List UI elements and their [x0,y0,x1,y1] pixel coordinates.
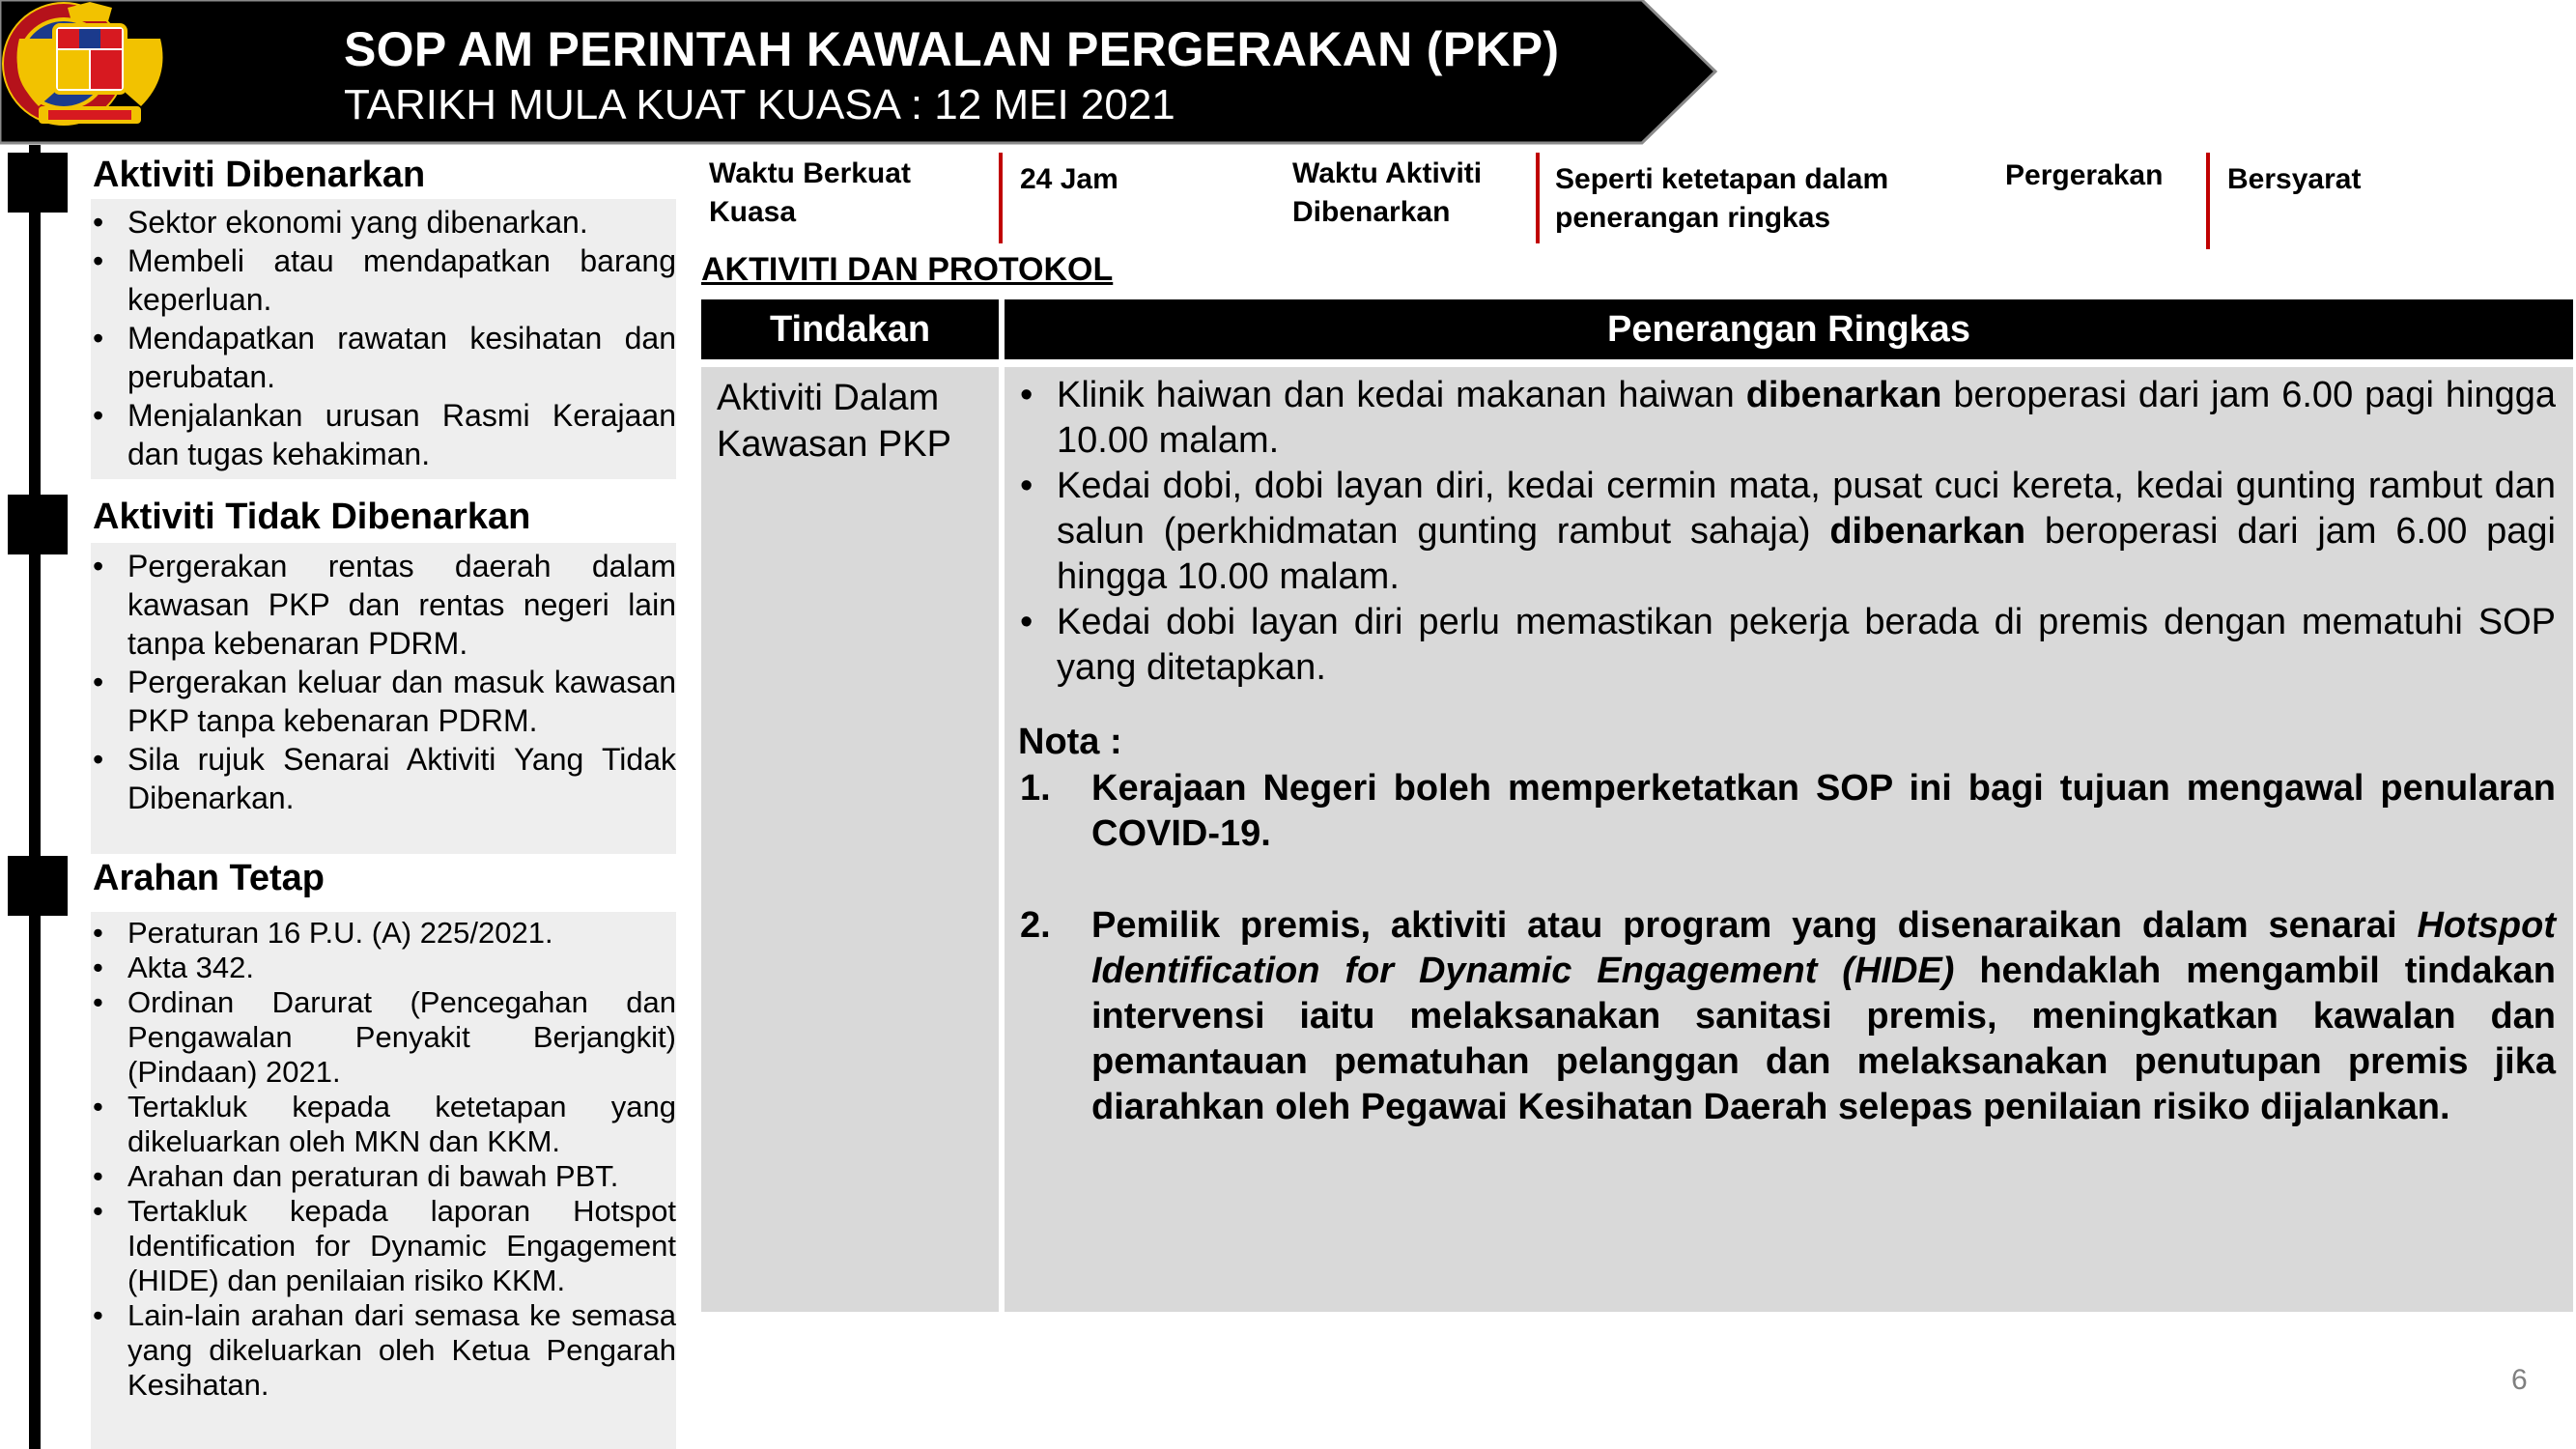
timeline-marker-tidak-dibenarkan [8,495,68,554]
nota-list [1018,766,2556,1130]
description-bullet [1018,373,2556,464]
list-item: • Tertakluk kepada ketetapan yang dikeluarkan oleh MKN dan KKM. [91,1090,676,1159]
section-heading-arahan: Arahan Tetap [93,858,326,898]
divider-red-1 [999,153,1003,243]
list-item: • Akta 342. [91,951,676,985]
nota-item [1018,903,2556,1130]
nota-text: Kerajaan Negeri boleh memperketatkan SOP ini bagi tujuan mengawal penularan COVID-19. [1091,768,2556,854]
divider-red-3 [2206,153,2210,249]
header-banner [0,0,1719,145]
page-subtitle: TARIKH MULA KUAT KUASA : 12 MEI 2021 [344,81,1175,128]
pergerakan-label: Pergerakan [2005,159,2164,191]
bullet-bold-text: dibenarkan [1829,511,2026,552]
bullet-text: Kedai dobi layan diri perlu memastikan pekerja berada di premis dengan mematuhi SOP yang ditetapkan. [1057,602,2556,688]
list-dibenarkan [91,203,676,473]
table-cell-row-label: Aktiviti Dalam Kawasan PKP [701,367,999,1312]
list-item: • Menjalankan urusan Rasmi Kerajaan dan tugas kehakiman. [91,396,676,473]
nota-number: 2. [1020,905,1051,946]
list-arahan [91,916,676,1403]
list-item: • Pergerakan keluar dan masuk kawasan PKP tanpa kebenaran PDRM. [91,663,676,740]
description-bullets [1018,373,2556,691]
bullet-bold-text: dibenarkan [1745,375,1942,415]
list-item: • Mendapatkan rawatan kesihatan dan perubatan. [91,319,676,396]
list-item: • Sektor ekonomi yang dibenarkan. [91,203,676,242]
pergerakan-value: Bersyarat [2227,163,2362,195]
waktu-aktiviti-value: Seperti ketetapan dalam penerangan ringkas [1555,163,1889,234]
waktu-berkuat-kuasa-label: Waktu Berkuat Kuasa [709,157,911,228]
divider-red-2 [1536,153,1540,243]
nota-text-tail: hendaklah mengambil tindakan intervensi iaitu melaksanakan sanitasi premis, meningkatkan kawalan dan pemantauan pematuhan pelanggan dan melaksanakan penutupan premis jika diarahkan oleh Pegawai Kesihatan Daerah selepas penilaian risiko dijalankan. [1091,951,2556,1127]
section-box-arahan [91,912,676,1449]
nota-label: Nota : [1018,722,1122,762]
section-heading-tidak-dibenarkan: Aktiviti Tidak Dibenarkan [93,497,531,537]
jata-negara-icon [0,0,180,131]
list-tidak-dibenarkan [91,547,676,817]
list-item: • Lain-lain arahan dari semasa ke semasa yang dikeluarkan oleh Ketua Pengarah Kesihatan. [91,1298,676,1403]
list-item: • Membeli atau mendapatkan barang keperluan. [91,242,676,319]
timeline-line [29,145,41,1449]
timeline-marker-arahan [8,856,68,916]
list-item: • Tertakluk kepada laporan Hotspot Identification for Dynamic Engagement (HIDE) dan penilaian risiko KKM. [91,1194,676,1298]
page-number: 6 [2511,1364,2528,1396]
bullet-text-tail: beroperasi dari jam 6.00 pagi hingga 10.00 malam. [1057,375,2556,461]
timeline-marker-dibenarkan [8,153,68,213]
section-box-tidak-dibenarkan [91,543,676,854]
waktu-berkuat-kuasa-value: 24 Jam [1020,163,1118,195]
list-item: • Sila rujuk Senarai Aktiviti Yang Tidak Dibenarkan. [91,740,676,817]
nota-item [1018,766,2556,857]
nota-italic-text: Hotspot Identification for Dynamic Engagement (HIDE) [1091,905,2556,991]
bullet-text-tail: beroperasi dari jam 6.00 pagi hingga 10.00 malam. [1057,511,2556,597]
description-bullet [1018,600,2556,691]
list-item: • Arahan dan peraturan di bawah PBT. [91,1159,676,1194]
aktiviti-protokol-title: AKTIVITI DAN PROTOKOL [701,251,1114,288]
waktu-aktiviti-label: Waktu Aktiviti Dibenarkan [1292,157,1483,228]
nota-text: Pemilik premis, aktiviti atau program yang disenaraikan dalam senarai [1091,905,2418,946]
nota-number: 1. [1020,768,1051,809]
section-heading-dibenarkan: Aktiviti Dibenarkan [93,155,426,195]
table-cell-description [1005,367,2573,1312]
list-item: • Ordinan Darurat (Pencegahan dan Pengawalan Penyakit Berjangkit) (Pindaan) 2021. [91,985,676,1090]
page-title: SOP AM PERINTAH KAWALAN PERGERAKAN (PKP) [344,22,1560,76]
bullet-text: Kedai dobi, dobi layan diri, kedai cermin mata, pusat cuci kereta, kedai gunting rambut dan salun (perkhidmatan gunting rambut sahaja) [1057,466,2556,552]
description-bullet [1018,464,2556,600]
list-item: • Pergerakan rentas daerah dalam kawasan PKP dan rentas negeri lain tanpa kebenaran PDRM. [91,547,676,663]
bullet-text: Klinik haiwan dan kedai makanan haiwan [1057,375,1746,415]
list-item: • Peraturan 16 P.U. (A) 225/2021. [91,916,676,951]
section-box-dibenarkan [91,199,676,479]
table-header-penerangan: Penerangan Ringkas [1005,299,2573,359]
table-header-tindakan: Tindakan [701,299,999,359]
